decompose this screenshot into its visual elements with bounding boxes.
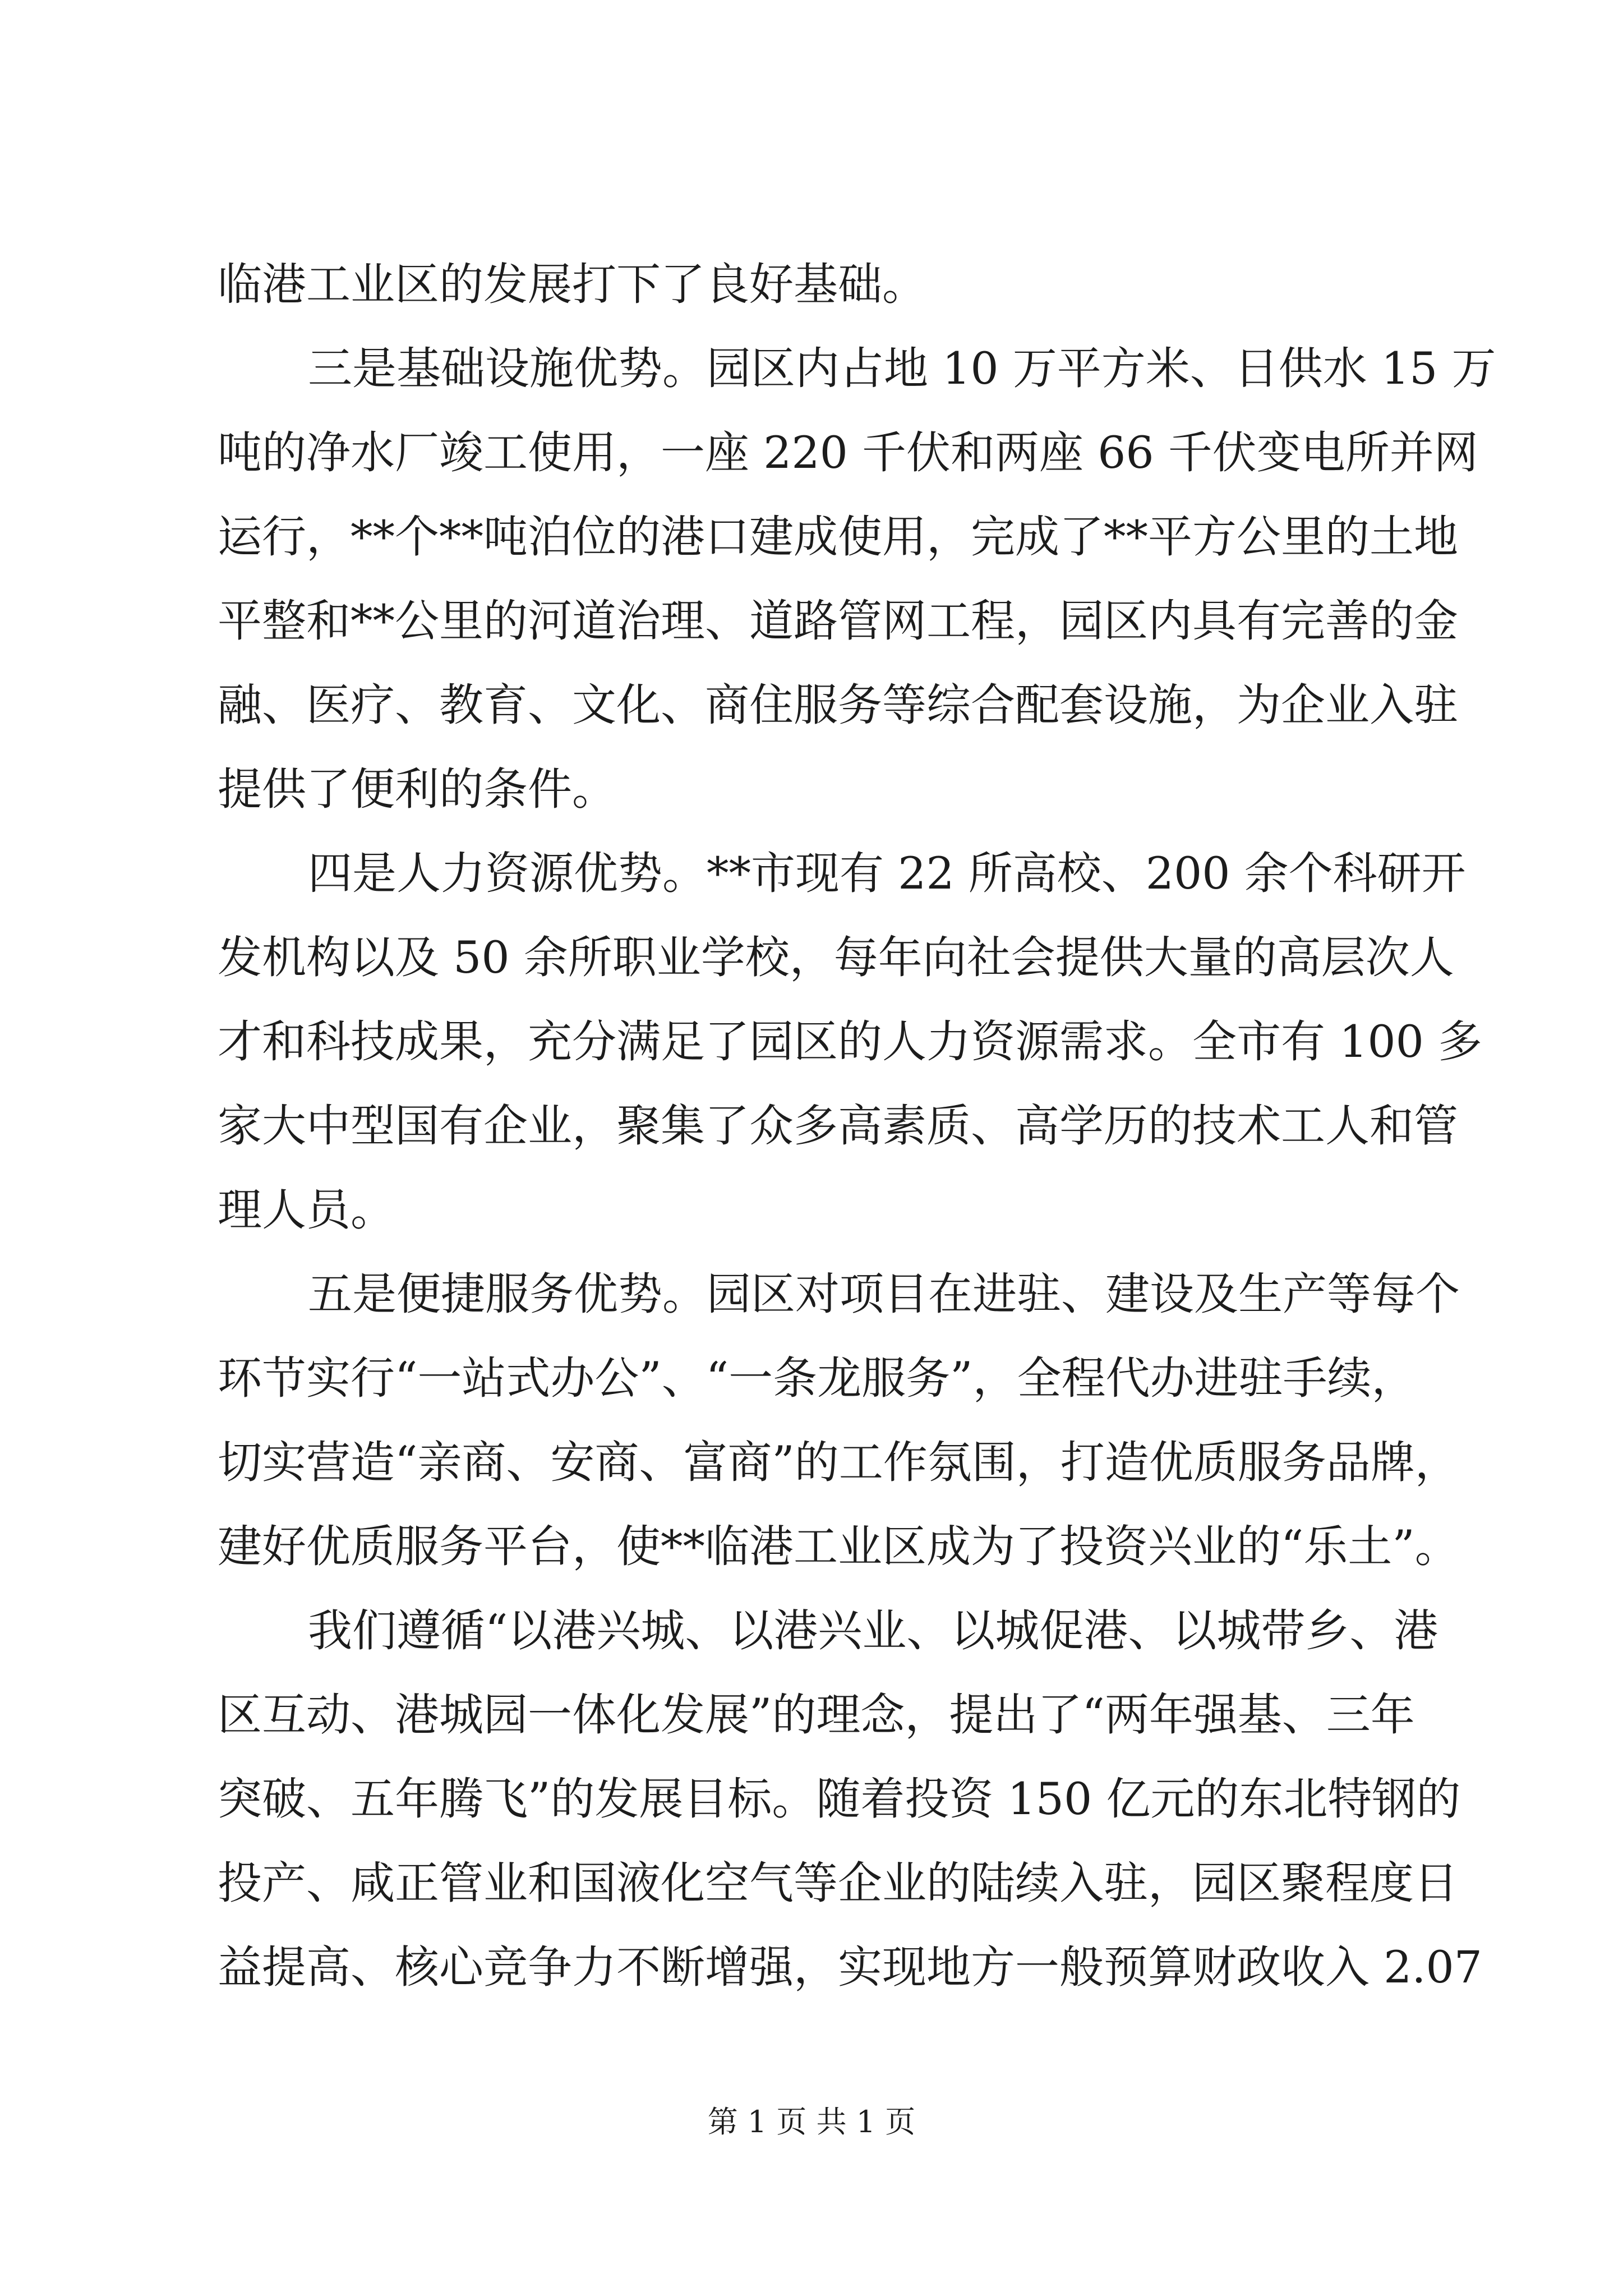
paragraph-start-line: 我们遵循“以港兴城、以港兴业、以城促港、以城带乡、港 bbox=[308, 1605, 1438, 1657]
text-line: 运行，**个**吨泊位的港口建成使用，完成了**平方公里的土地 bbox=[218, 511, 1458, 563]
text-line: 临港工业区的发展打下了良好基础。 bbox=[218, 259, 926, 310]
text-line: 提供了便利的条件。 bbox=[218, 763, 616, 815]
text-line: 建好优质服务平台，使**临港工业区成为了投资兴业的“乐土”。 bbox=[218, 1521, 1459, 1572]
text-line: 吨的净水厂竣工使用，一座 220 千伏和两座 66 千伏变电所并网 bbox=[218, 427, 1478, 478]
text-line: 突破、五年腾飞”的发展目标。随着投资 150 亿元的东北特钢的 bbox=[218, 1773, 1461, 1825]
text-line: 环节实行“一站式办公”、“一条龙服务”，全程代办进驻手续， bbox=[218, 1352, 1416, 1404]
text-line: 切实营造“亲商、安商、富商”的工作氛围，打造优质服务品牌， bbox=[218, 1437, 1459, 1488]
page-number-footer: 第 1 页 共 1 页 bbox=[707, 2104, 916, 2139]
text-line: 区互动、港城园一体化发展”的理念，提出了“两年强基、三年 bbox=[218, 1689, 1415, 1741]
text-line: 发机构以及 50 余所职业学校，每年向社会提供大量的高层次人 bbox=[218, 932, 1454, 983]
paragraph-start-line: 三是基础设施优势。园区内占地 10 万平方米、日供水 15 万 bbox=[308, 343, 1496, 394]
text-line: 投产、咸正管业和国液化空气等企业的陆续入驻，园区聚程度日 bbox=[218, 1857, 1458, 1909]
text-line: 平整和**公里的河道治理、道路管网工程，园区内具有完善的金 bbox=[218, 595, 1458, 647]
paragraph-start-line: 五是便捷服务优势。园区对项目在进驻、建设及生产等每个 bbox=[308, 1268, 1460, 1320]
paragraph-start-line: 四是人力资源优势。**市现有 22 所高校、200 余个科研开 bbox=[308, 848, 1466, 899]
text-line: 理人员。 bbox=[218, 1184, 395, 1236]
text-line: 家大中型国有企业，聚集了众多高素质、高学历的技术工人和管 bbox=[218, 1100, 1458, 1152]
text-line: 益提高、核心竞争力不断增强，实现地方一般预算财政收入 2.07 bbox=[218, 1941, 1483, 1993]
text-line: 融、医疗、教育、文化、商住服务等综合配套设施，为企业入驻 bbox=[218, 679, 1458, 731]
text-line: 才和科技成果，充分满足了园区的人力资源需求。全市有 100 多 bbox=[218, 1016, 1483, 1068]
